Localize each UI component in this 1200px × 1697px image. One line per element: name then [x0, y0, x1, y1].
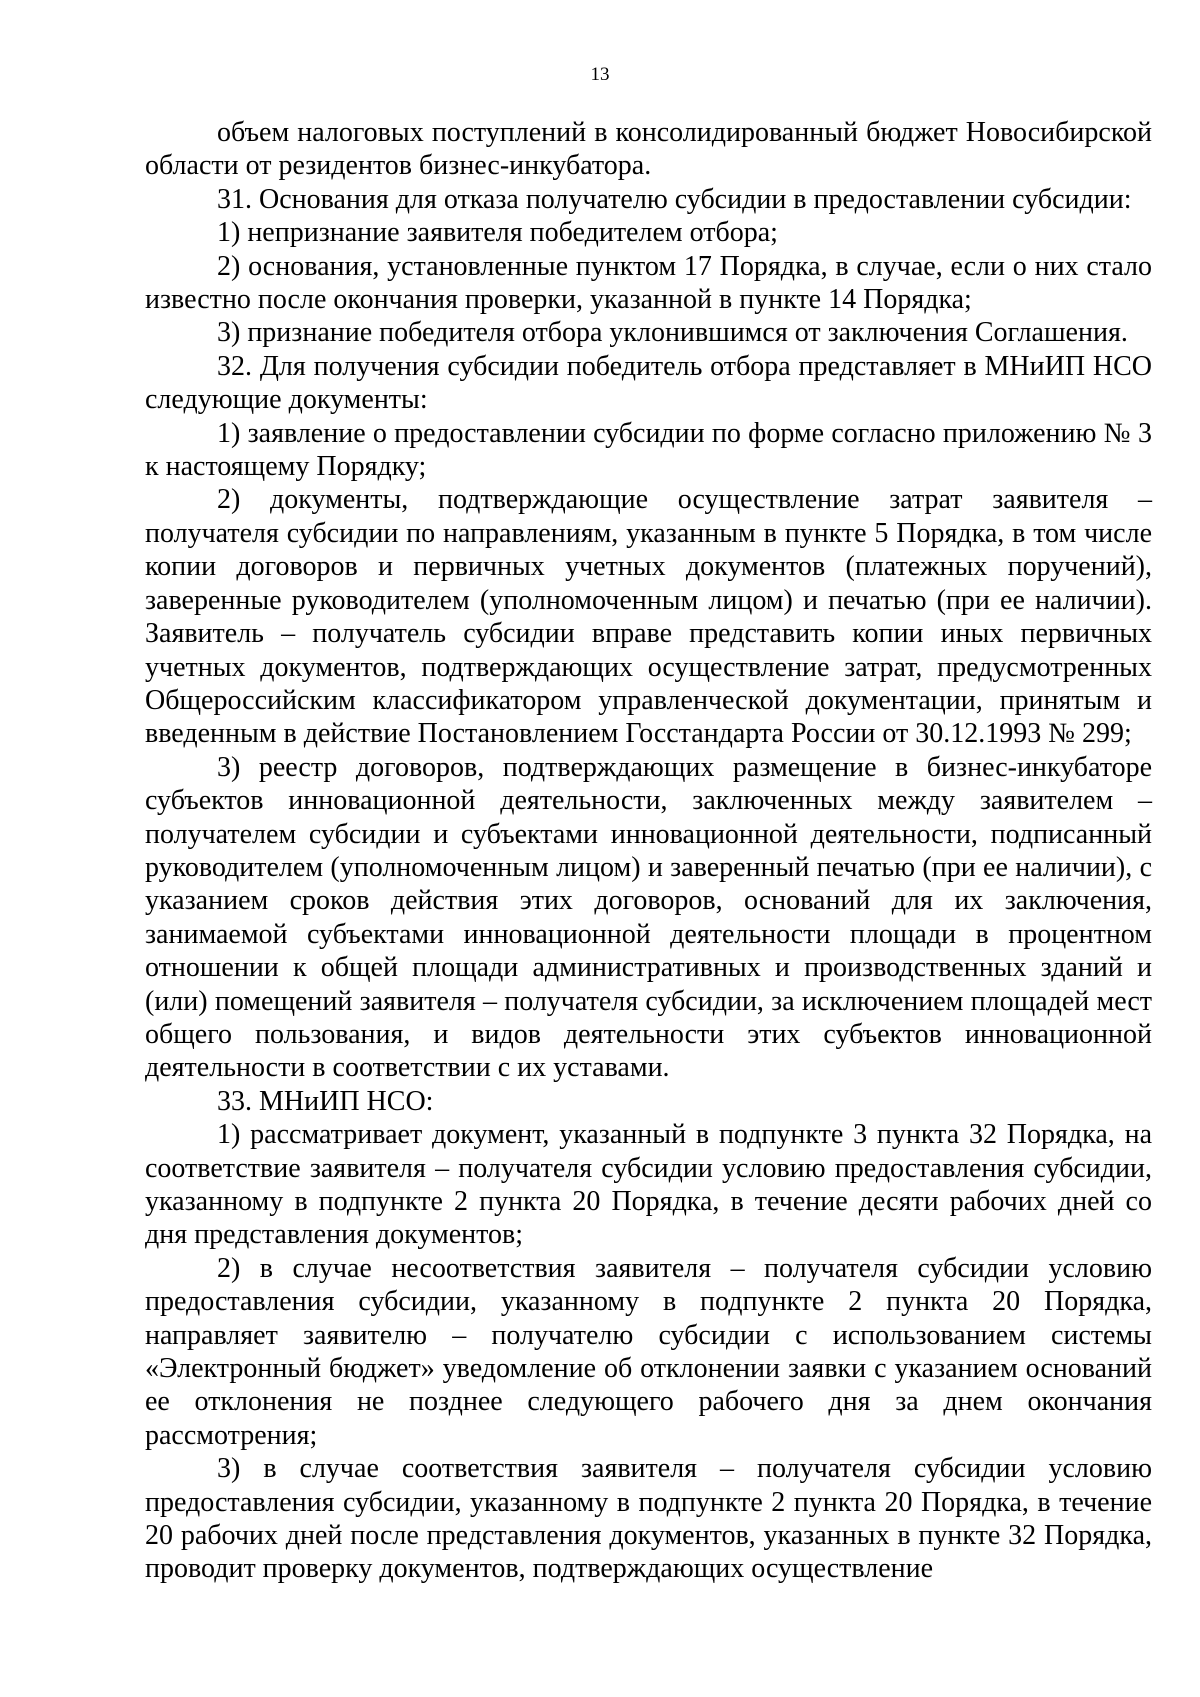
paragraph-33-item-1: 1) рассматривает документ, указанный в подпункте 3 пункта 32 Порядка, на соответствие заявителя – получателя субсидии условию предоставления субсидии, указанному в подпункте 2 пункта 20 Порядка, в течение десяти рабочих дней со дня представления документов; — [145, 1119, 1152, 1251]
paragraph-33-item-3: 3) в случае соответствия заявителя – получателя субсидии условию предоставления субсидии, указанному в подпункте 2 пункта 20 Порядка, в течение 20 рабочих дней после представления документов, указанных в пункте 32 Порядка, проводит проверку документов, подтверждающих осуществление — [145, 1453, 1152, 1585]
document-body — [145, 116, 1152, 1586]
paragraph-31-item-3: 3) признание победителя отбора уклонившимся от заключения Соглашения. — [217, 317, 1128, 349]
paragraph-31-item-2: 2) основания, установленные пунктом 17 Порядка, в случае, если о них стало известно после окончания проверки, указанной в пункте 14 Порядка; — [145, 250, 1152, 316]
paragraph-33: 33. МНиИП НСО: — [217, 1085, 434, 1117]
paragraph-continuation: объем налоговых поступлений в консолидированный бюджет Новосибирской области от резидентов бизнес-инкубатора. — [145, 117, 1152, 182]
paragraph-32-item-1: 1) заявление о предоставлении субсидии по форме согласно приложению № 3 к настоящему Порядку; — [145, 417, 1152, 483]
paragraph-31-item-1: 1) непризнание заявителя победителем отбора; — [217, 217, 778, 249]
page-number: 13 — [590, 64, 610, 85]
paragraph-32-item-2: 2) документы, подтверждающие осуществление затрат заявителя – получателя субсидии по направлениям, указанным в пункте 5 Порядка, в том числе копии договоров и первичных учетных документов (платежных поручений), заверенные руководителем (уполномоченным лицом) и печатью (при ее наличии). Заявитель – получатель субсидии вправе представить копии иных первичных учетных документов, подтверждающих осуществление затрат, предусмотренных Общероссийским классификатором управленческой документации, принятым и введенным в действие Постановлением Госстандарта России от 30.12.1993 № 299; — [145, 484, 1152, 750]
paragraph-32-item-3: 3) реестр договоров, подтверждающих размещение в бизнес-инкубаторе субъектов инновационной деятельности, заключенных между заявителем – получателем субсидии и субъектами инновационной деятельности, подписанный руководителем (уполномоченным лицом) и заверенный печатью (при ее наличии), с указанием сроков действия этих договоров, оснований для их заключения, занимаемой субъектами инновационной деятельности площади в процентном отношении к общей площади административных и производственных зданий и (или) помещений заявителя – получателя субсидии, за исключением площадей мест общего пользования, и видов деятельности этих субъектов инновационной деятельности в соответствии с их уставами. — [145, 751, 1152, 1084]
paragraph-31: 31. Основания для отказа получателю субсидии в предоставлении субсидии: — [217, 183, 1132, 215]
paragraph-33-item-2: 2) в случае несоответствия заявителя – получателя субсидии условию предоставления субсидии, указанному в подпункте 2 пункта 20 Порядка, направляет заявителю – получателю субсидии с использованием системы «Электронный бюджет» уведомление об отклонении заявки с указанием оснований ее отклонения не позднее следующего рабочего дня за днем окончания рассмотрения; — [145, 1252, 1152, 1451]
paragraph-32: 32. Для получения субсидии победитель отбора представляет в МНиИП НСО следующие документы: — [145, 350, 1152, 416]
